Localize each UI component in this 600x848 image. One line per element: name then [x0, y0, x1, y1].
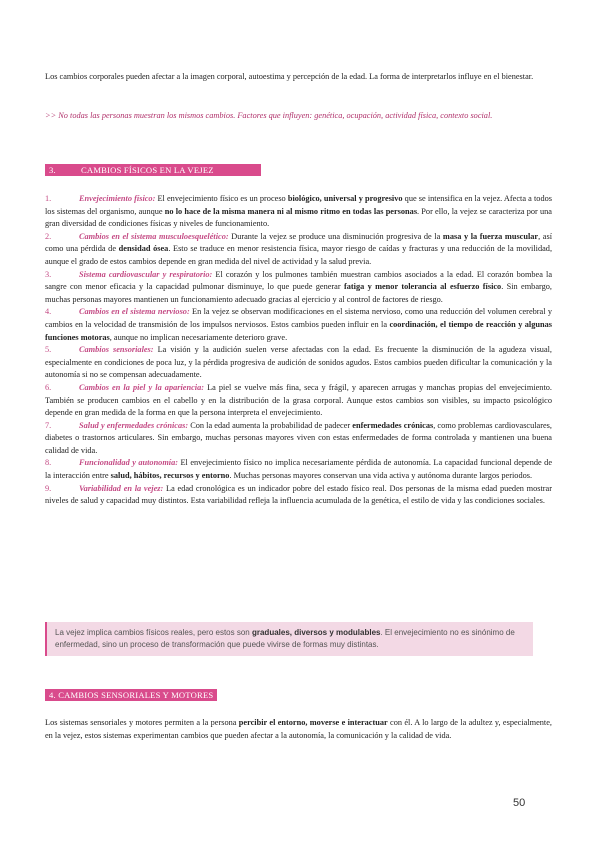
item-text: . Esto se traduce en menor resistencia física, mayor riesgo de caídas y fracturas y una reducción de la movilidad, aunque el grado de estos cambios depende en gran medida del nivel de actividad y la salud previa. — [45, 244, 553, 266]
list-item — [45, 483, 552, 508]
item-title: Cambios sensoriales: — [79, 345, 154, 355]
intro-paragraph: Los cambios corporales pueden afectar a la imagen corporal, autoestima y percepción de la edad. La forma de interpretarlos influye en el bienestar. — [45, 72, 534, 81]
item-text: , aunque no implican necesariamente deterioro grave. — [109, 332, 288, 342]
item-title: Variabilidad en la vejez: — [79, 483, 164, 493]
list-item — [45, 344, 552, 382]
item-bold: no lo hace de la misma manera ni al mismo ritmo en todas las personas — [164, 206, 418, 216]
item-title: Cambios en la piel y la apariencia: — [79, 382, 204, 392]
item-number: 5. — [45, 345, 52, 355]
item-bold: coordinación, el tiempo de reacción y algunas funciones motoras — [45, 319, 552, 342]
item-number: 1. — [45, 194, 52, 203]
section-3-title: CAMBIOS FÍSICOS EN LA VEJEZ — [81, 165, 214, 175]
item-text: , como problemas cardiovasculares, diabetes o trastornos articulares. Sin embargo, muchas personas mayores viven con estas enfermedades de forma controlada y mantienen una buena calidad de vida. — [45, 420, 552, 455]
item-title: Cambios en el sistema nervioso: — [79, 307, 190, 317]
list-item — [45, 457, 552, 482]
outro-post: con él. A lo largo de la adultez y, especialmente, en la vejez, estos sistemas experimentan cambios que pueden afectar a la autonomía, la comunicación y la calidad de vida. — [45, 718, 552, 740]
list-item — [45, 193, 552, 231]
item-bold: densidad ósea — [118, 244, 169, 254]
item-text: El envejecimiento físico no implica necesariamente pérdida de autonomía. La capacidad funcional depende de la interacción entre — [45, 458, 552, 481]
item-text: , así como una pérdida de — [45, 231, 553, 254]
list-item — [45, 231, 552, 269]
item-title: Funcionalidad y autonomía: — [79, 458, 179, 468]
item-number: 7. — [45, 420, 52, 430]
item-text: Durante la vejez se produce una disminución progresiva de la — [228, 231, 443, 241]
item-text: que se intensifica en la vejez. Afecta a todos los sistemas del organismo, aunque — [45, 194, 552, 216]
section-3-number: 3. — [49, 165, 56, 175]
list-item — [45, 382, 552, 420]
item-number: 9. — [45, 483, 52, 493]
item-bold: masa y la fuerza muscular — [442, 231, 539, 241]
section-4-heading: 4. CAMBIOS SENSORIALES Y MOTORES — [45, 689, 217, 701]
item-text: . Por ello, la vejez se caracteriza por una gran diversidad de condiciones físicas y niveles de funcionamiento. — [45, 206, 552, 229]
item-text: El corazón y los pulmones también muestran cambios asociados a la edad. El corazón bombea la sangre con menor eficacia y la capacidad pulmonar disminuye, lo que puede generar — [45, 269, 553, 292]
changes-list — [45, 193, 552, 508]
item-text: Con la edad aumenta la probabilidad de padecer — [188, 420, 353, 430]
outro-pre: Los sistemas sensoriales y motores permiten a la persona — [45, 718, 239, 727]
item-bold: biológico, universal y progresivo — [287, 194, 403, 203]
item-title: Salud y enfermedades crónicas: — [79, 420, 189, 430]
item-title: Envejecimiento físico: — [79, 194, 156, 203]
note-paragraph: >> No todas las personas muestran los mismos cambios. Factores que influyen: genética, ocupación, actividad física, contexto social. — [45, 111, 493, 120]
item-text: . Sin embargo, muchas personas mayores mantienen un funcionamiento adecuado gracias al ejercicio y al control de factores de riesgo. — [45, 282, 553, 304]
item-bold: fatiga y menor tolerancia al esfuerzo físico — [343, 282, 502, 292]
section-4-paragraph — [45, 717, 552, 742]
list-item — [45, 420, 552, 458]
item-text: La piel se vuelve más fina, seca y frágil, y aparecen arrugas y manchas propias del envejecimiento. También se producen cambios en el cabello y en la distribución de la grasa corporal. Aunque estos cambios son visibles, su impacto psicológico depende en gran medida de la forma en que la persona interpreta el envejecimiento. — [45, 382, 552, 418]
item-text: El envejecimiento físico es un proceso — [155, 194, 288, 203]
item-bold: enfermedades crónicas — [352, 420, 434, 430]
item-title: Sistema cardiovascular y respiratorio: — [79, 269, 213, 279]
item-bold: salud, hábitos, recursos y entorno — [110, 471, 230, 481]
item-number: 2. — [45, 231, 52, 241]
section-3-heading — [45, 164, 261, 176]
summary-box — [45, 622, 533, 656]
summary-text-pre: La vejez implica cambios físicos reales, pero estos son — [55, 628, 252, 637]
item-number: 4. — [45, 307, 52, 317]
list-item — [45, 269, 552, 307]
item-text: La visión y la audición suelen verse afectadas con la edad. Es frecuente la disminución de la agudeza visual, especialmente en condiciones de poca luz, y la pérdida progresiva de audición de sonidos agudos. Estos cambios pueden dificultar la comunicación y la autonomía si no se compensan adecuadamente. — [45, 345, 553, 380]
item-text: En la vejez se observan modificaciones en el sistema nervioso, como una reducción del volumen cerebral y cambios en la velocidad de transmisión de los impulsos nerviosos. Estos cambios pueden influir en la — [45, 307, 552, 329]
item-text: . Muchas personas mayores conservan una vida activa y autónoma durante largos periodos. — [229, 471, 533, 481]
item-title: Cambios en el sistema musculoesquelético: — [79, 231, 229, 241]
page-number: 50 — [513, 797, 526, 809]
outro-bold: percibir el entorno, moverse e interactuar — [238, 718, 388, 727]
summary-text-bold: graduales, diversos y modulables — [251, 628, 381, 637]
item-number: 6. — [45, 382, 52, 392]
item-number: 3. — [45, 269, 52, 279]
item-text: La edad cronológica es un indicador pobre del estado físico real. Dos personas de la misma edad pueden mostrar niveles de salud y capacidad muy distintos. Esta variabilidad refleja la influencia acumulada de la genética, el estilo de vida y las condiciones sociales. — [45, 483, 552, 506]
item-number: 8. — [45, 458, 52, 468]
list-item — [45, 306, 552, 344]
summary-text-post: . El envejecimiento no es sinónimo de enfermedad, sino un proceso de transformación que puede vivirse de formas muy distintas. — [55, 628, 515, 649]
